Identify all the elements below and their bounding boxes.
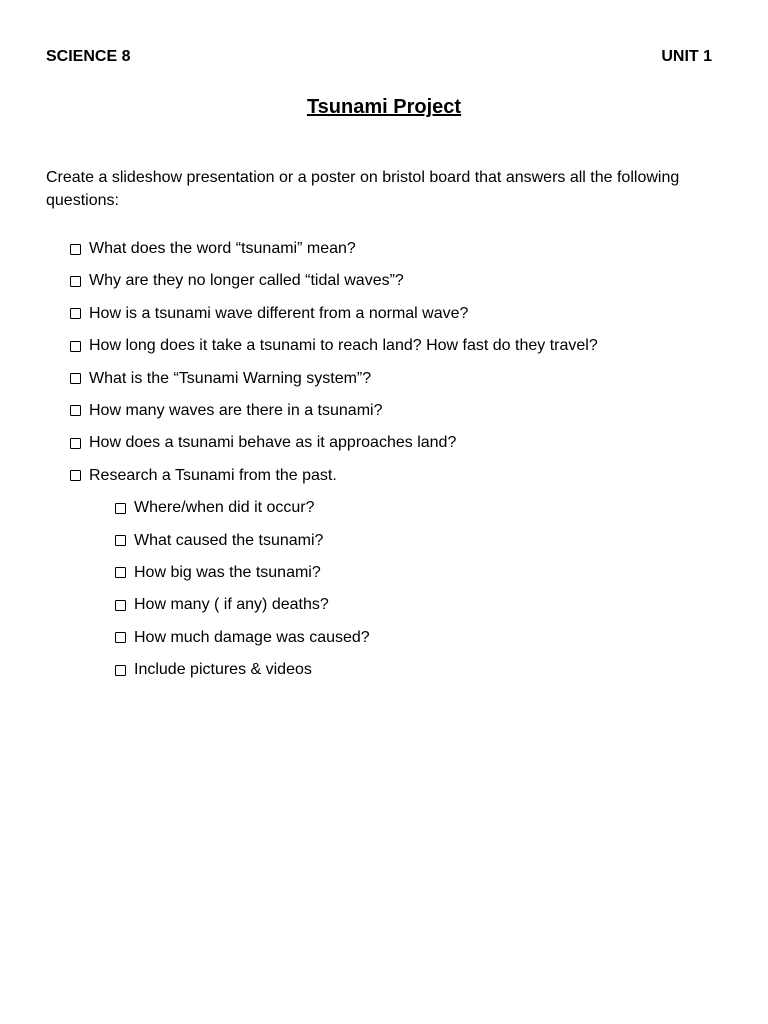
checklist-item — [0, 270, 768, 302]
sub-checklist-item — [0, 594, 768, 626]
sub-checklist-item-text: How many ( if any) deaths? — [134, 596, 329, 614]
checklist-item-text: How long does it take a tsunami to reach land? How fast do they travel? — [89, 337, 598, 355]
sub-checklist-item-text: Include pictures & videos — [134, 661, 312, 679]
question-checklist — [0, 238, 768, 691]
sub-checklist-item-text: What caused the tsunami? — [134, 531, 324, 549]
checklist-item — [0, 238, 768, 270]
checkbox[interactable] — [115, 503, 126, 514]
checkbox[interactable] — [115, 600, 126, 611]
checklist-item — [0, 335, 768, 367]
checkbox[interactable] — [70, 405, 81, 416]
sub-checklist-item — [0, 659, 768, 691]
checklist-item — [0, 432, 768, 464]
checkbox[interactable] — [115, 535, 126, 546]
sub-checklist-item — [0, 562, 768, 594]
checklist-item — [0, 368, 768, 400]
checkbox[interactable] — [70, 244, 81, 255]
checklist-item — [0, 400, 768, 432]
checkbox[interactable] — [70, 438, 81, 449]
sub-checklist-item-text: How much damage was caused? — [134, 628, 370, 646]
unit-label: UNIT 1 — [661, 48, 712, 65]
course-label: SCIENCE 8 — [46, 48, 131, 65]
checklist-item-text: How many waves are there in a tsunami? — [89, 401, 383, 419]
checklist-item-text: What does the word “tsunami” mean? — [89, 240, 356, 257]
sub-checklist-item-text: How big was the tsunami? — [134, 563, 321, 581]
checklist-item — [0, 303, 768, 335]
checklist-item-text: How is a tsunami wave different from a normal wave? — [89, 304, 469, 322]
checkbox[interactable] — [70, 276, 81, 287]
checkbox[interactable] — [70, 470, 81, 481]
sub-checklist-item-text: Where/when did it occur? — [134, 499, 315, 517]
sub-checklist-item — [0, 497, 768, 529]
checklist-item-text: What is the “Tsunami Warning system”? — [89, 369, 372, 387]
checkbox[interactable] — [115, 632, 126, 643]
checkbox[interactable] — [115, 567, 126, 578]
page-title: Tsunami Project — [306, 96, 462, 118]
checklist-item-text: How does a tsunami behave as it approaches land? — [89, 434, 457, 452]
checkbox[interactable] — [70, 373, 81, 384]
checklist-item-text: Why are they no longer called “tidal waves”? — [89, 272, 404, 290]
checkbox[interactable] — [115, 665, 126, 676]
sub-checklist-item — [0, 627, 768, 659]
checkbox[interactable] — [70, 308, 81, 319]
checklist-item-text: Research a Tsunami from the past. — [89, 466, 337, 484]
sub-checklist-item — [0, 530, 768, 562]
checkbox[interactable] — [70, 341, 81, 352]
intro-paragraph: Create a slideshow presentation or a poster on bristol board that answers all the following questions: — [46, 169, 680, 209]
checklist-item — [0, 465, 768, 497]
